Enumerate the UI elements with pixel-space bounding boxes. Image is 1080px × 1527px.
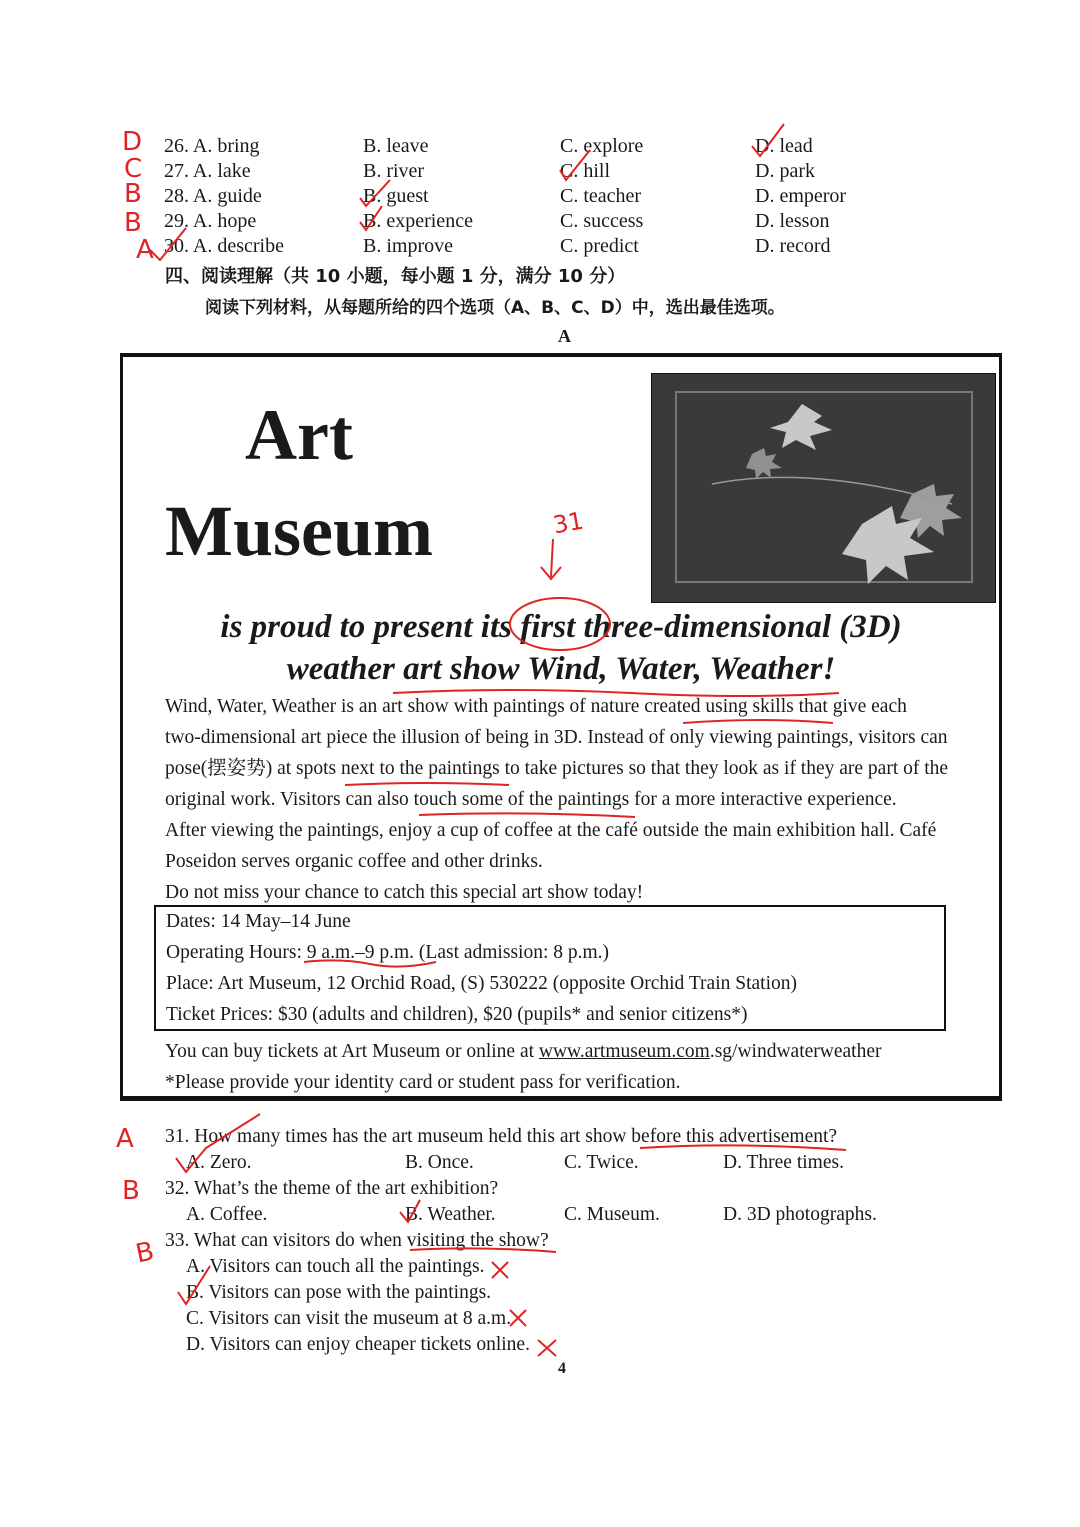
tickets-link-suffix: .sg/windwaterweather: [709, 1041, 882, 1062]
cross-icon: [510, 1310, 526, 1326]
red-underline-mark: [640, 1145, 846, 1150]
q32-option-b: B. Weather.: [405, 1204, 496, 1225]
q32-option-a: A. Coffee.: [186, 1204, 268, 1225]
handwritten-answer: B: [122, 1176, 140, 1206]
tickets-text: You can buy tickets at Art Museum or online at: [165, 1041, 539, 1062]
q31-option-d: D. Three times.: [723, 1152, 844, 1173]
option-d: D. lesson: [755, 210, 830, 232]
info-hours: Operating Hours: 9 a.m.–9 p.m. (Last admission: 8 p.m.): [166, 942, 610, 963]
option-b: B. experience: [363, 210, 473, 232]
section-title: 四、阅读理解（共 10 小题，每小题 1 分，满分 10 分）: [165, 266, 626, 287]
q32-option-c: C. Museum.: [564, 1204, 660, 1225]
body-line-5: After viewing the paintings, enjoy a cup of coffee at the café outside the main exhibition hall. Café: [165, 820, 937, 841]
body-line-3: pose(摆姿势) at spots next to the paintings to take pictures so that they look as if they are part of the: [165, 758, 949, 779]
option-a: 26. A. bring: [164, 135, 260, 157]
red-underline-mark: [410, 1248, 556, 1252]
option-b: B. river: [363, 160, 425, 182]
option-c: C. predict: [560, 235, 639, 257]
ad-title-line1: Art: [245, 395, 353, 475]
option-c: C. explore: [560, 135, 644, 157]
q31-option-a: A. Zero.: [186, 1152, 252, 1173]
body-line-7: Do not miss your chance to catch this special art show today!: [165, 882, 644, 903]
info-place: Place: Art Museum, 12 Orchid Road, (S) 530222 (opposite Orchid Train Station): [166, 973, 797, 994]
option-d: D. park: [755, 160, 815, 182]
handwritten-answer: B: [124, 208, 142, 238]
option-c: C. success: [560, 210, 644, 232]
body-text: Wind, Water, Weather is an art show with paintings of nature created using skills that give each: [165, 696, 907, 717]
check-mark-icon: [178, 1266, 210, 1304]
option-b: B. improve: [363, 235, 453, 257]
verification-note: *Please provide your identity card or student pass for verification.: [165, 1072, 681, 1093]
handwritten-answer: D: [122, 127, 143, 157]
info-dates: Dates: 14 May–14 June: [166, 911, 351, 932]
handwritten-answer: B: [133, 1236, 157, 1270]
q32-option-d: D. 3D photographs.: [723, 1204, 877, 1225]
body-line-4: original work. Visitors can also touch some of the paintings for a more interactive experience.: [165, 789, 897, 810]
q33-option-d: D. Visitors can enjoy cheaper tickets online.: [186, 1334, 530, 1355]
handwritten-answer: A: [116, 1124, 134, 1154]
headline-line1: is proud to present its first three-dimensional (3D): [220, 609, 902, 645]
cross-icon: [538, 1340, 556, 1356]
option-d: D. emperor: [755, 185, 847, 207]
option-d: D. lead: [755, 135, 813, 157]
question-31-stem: 31. How many times has the art museum held this art show before this advertisement?: [165, 1126, 838, 1147]
handwritten-answer: B: [124, 179, 142, 209]
question-32-stem: 32. What’s the theme of the art exhibition?: [165, 1178, 499, 1199]
ad-title-line2: Museum: [165, 491, 433, 571]
check-mark-icon: [176, 1114, 260, 1172]
handwritten-answer: A: [136, 235, 154, 265]
option-d: D. record: [755, 235, 831, 257]
ticket-website-link[interactable]: www.artmuseum.com: [538, 1041, 710, 1062]
option-b: B. leave: [363, 135, 429, 157]
q33-option-b: B. Visitors can pose with the paintings.: [186, 1282, 492, 1303]
question-33-stem: 33. What can visitors do when visiting the show?: [165, 1230, 549, 1251]
body-line-2: two-dimensional art piece the illusion of being in 3D. Instead of only viewing paintings, visitors can: [165, 727, 948, 748]
page-number: 4: [558, 1360, 566, 1377]
q31-option-b: B. Once.: [405, 1152, 474, 1173]
handwritten-note: 31: [550, 506, 586, 540]
option-b: B. guest: [363, 185, 429, 207]
passage-label: A: [558, 326, 571, 346]
q33-option-c: C. Visitors can visit the museum at 8 a.m.: [186, 1308, 512, 1329]
section-instruction: 阅读下列材料，从每题所给的四个选项（A、B、C、D）中，选出最佳选项。: [205, 298, 785, 318]
option-a: 28. A. guide: [164, 185, 262, 207]
q31-option-c: C. Twice.: [564, 1152, 639, 1173]
cross-icon: [492, 1262, 508, 1278]
option-c: C. teacher: [560, 185, 642, 207]
option-c: C. hill: [560, 160, 611, 182]
handwritten-answer: C: [124, 154, 143, 184]
check-mark-icon: [400, 1200, 420, 1222]
q33-option-a: A. Visitors can touch all the paintings.: [186, 1256, 485, 1277]
headline-line2: weather art show Wind, Water, Weather!: [286, 651, 836, 687]
option-a: 29. A. hope: [164, 210, 257, 232]
option-a: 27. A. lake: [164, 160, 251, 182]
info-prices: Ticket Prices: $30 (adults and children), $20 (pupils* and senior citizens*): [166, 1004, 748, 1025]
option-a: 30. A. describe: [164, 235, 284, 257]
body-line-6: Poseidon serves organic coffee and other drinks.: [165, 851, 543, 872]
